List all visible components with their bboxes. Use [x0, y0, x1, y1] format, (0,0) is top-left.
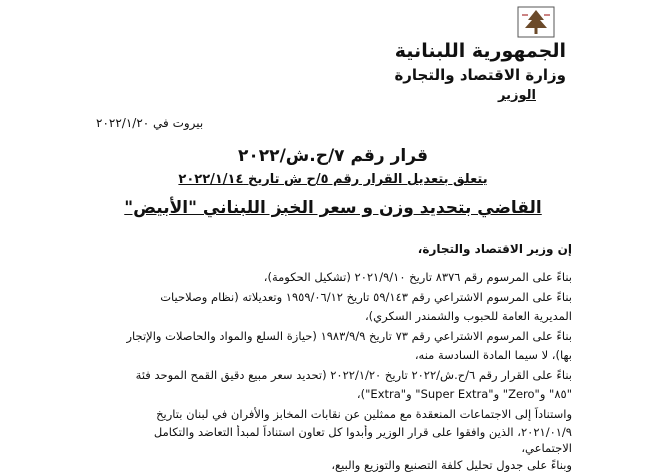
body-line-2: بناءً على المرسوم الاشتراعي رقم ٥٩/١٤٣ تاريخ ١٩٥٩/٠٦/١٢ وتعديلاته (نظام وصلاحيات — [160, 290, 572, 304]
header-minister: الوزير — [498, 88, 536, 103]
decision-subject: يتعلق بتعديل القرار رقم ٥/ح ش تاريخ ٢٠٢٢/١/١٤ — [178, 172, 488, 187]
body-line-1: بناءً على المرسوم رقم ٨٣٧٦ تاريخ ٢٠٢١/٩/١٠ (تشكيل الحكومة)، — [263, 270, 572, 284]
minister-intro: إن وزير الاقتصاد والتجارة، — [417, 242, 572, 256]
date-line: بيروت في ٢٠٢٢/١/٢٠ — [96, 116, 204, 130]
body-line-10: الاجتماعي، — [521, 441, 572, 455]
body-line-6: بناءً على القرار رقم ٦/ح.ش/٢٠٢٢ تاريخ ٢٠٢٢/١/٢٠ (تحديد سعر مبيع دقيق القمح الموحد فئة — [135, 368, 572, 382]
body-line-9: ٢٠٢١/٠١/٩، الذين وافقوا على قرار الوزير وأبدوا كل تعاون استناداً لمبدأ التعاضد والتكامل — [153, 425, 572, 439]
decision-number: قرار رقم ٧/ح.ش/٢٠٢٢ — [238, 146, 428, 166]
header-republic: الجمهورية اللبنانية — [394, 40, 566, 62]
body-line-4: بناءً على المرسوم الاشتراعي رقم ٧٣ تاريخ ١٩٨٣/٩/٩ (حيازة السلع والمواد والحاصلات والإتجار — [126, 329, 572, 343]
header-ministry: وزارة الاقتصاد والتجارة — [394, 66, 566, 84]
cedar-emblem-icon — [516, 4, 556, 40]
decision-title: القاضي بتحديد وزن و سعر الخبز اللبناني "الأبيض" — [124, 198, 542, 218]
body-line-7: "٨٥" و"Zero" و"Super Extra" و"Extra")، — [356, 387, 572, 401]
body-line-3: المديرية العامة للحبوب والشمندر السكري)، — [364, 309, 572, 323]
body-line-11: وبناءً على جدول تحليل كلفة التصنيع والتوزيع والبيع، — [331, 458, 572, 472]
body-line-5: بها)، لا سيما المادة السادسة منه، — [414, 348, 572, 362]
body-line-8: واستناداً إلى الاجتماعات المنعقدة مع ممثلين عن نقابات المخابز والأفران في لبنان بتاريخ — [156, 407, 572, 421]
